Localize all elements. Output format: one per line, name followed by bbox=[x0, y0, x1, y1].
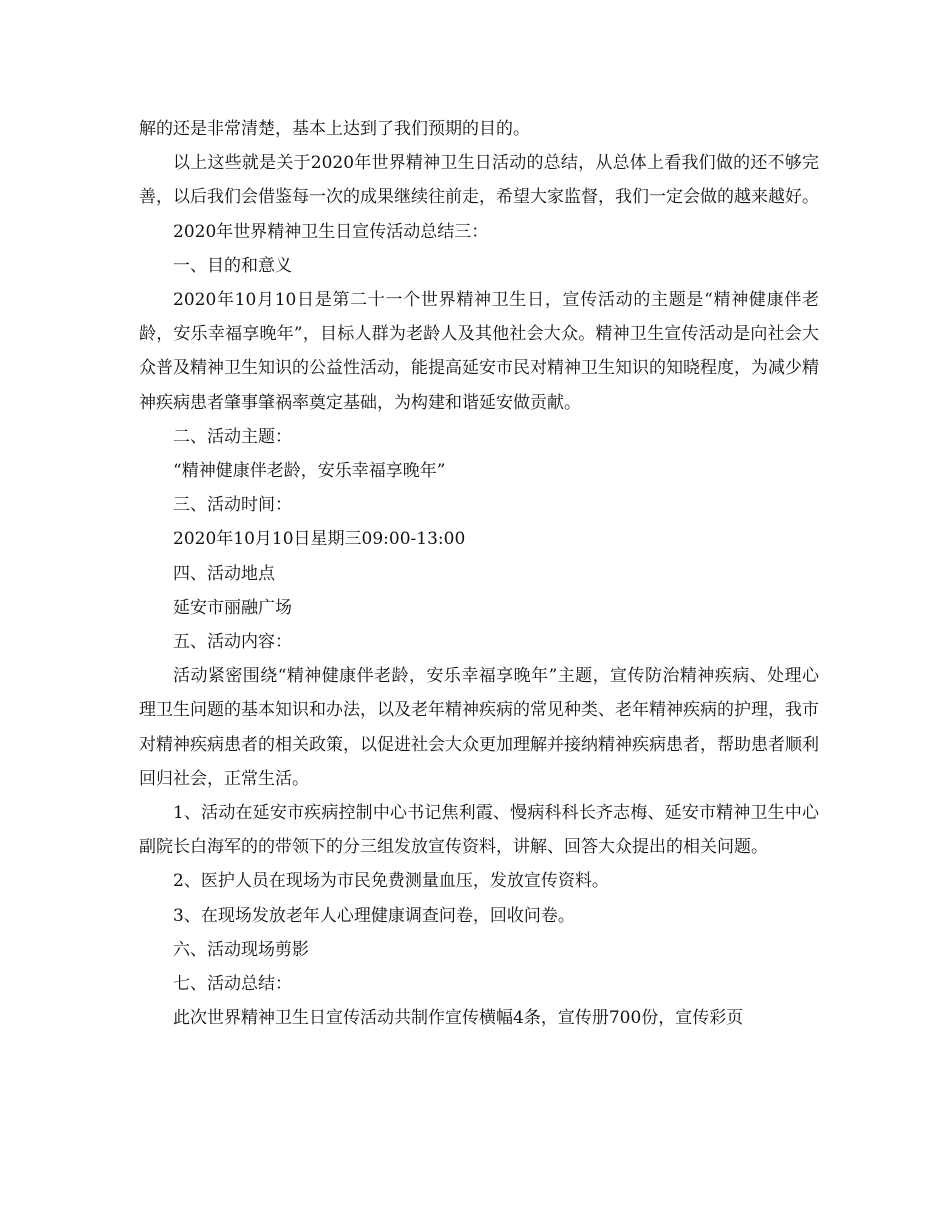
list-item-3: 3、在现场发放老年人心理健康调查问卷，回收问卷。 bbox=[173, 905, 575, 926]
paragraph-summary: 此次世界精神卫生日宣传活动共制作宣传横幅4条，宣传册700份，宣传彩页 bbox=[173, 1008, 744, 1029]
paragraph-content: 活动紧密围绕“精神健康伴老龄，安乐幸福享晚年”主题，宣传防治精神疾病、处理心理卫生问题的基本知识和办法，以及老年精神疾病的常见种类、老年精神疾病的护理，我市对精神疾病患者的相关政策，以促进社会大众更加理解并接纳精神疾病患者，帮助患者顺利回归社会，正常生活。 bbox=[139, 666, 819, 789]
heading-theme: 二、活动主题： bbox=[173, 426, 292, 447]
section-title: 2020年世界精神卫生日宣传活动总结三： bbox=[173, 221, 489, 242]
document-body bbox=[139, 112, 819, 1035]
paragraph-purpose: 2020年10月10日是第二十一个世界精神卫生日，宣传活动的主题是“精神健康伴老龄，安乐幸福享晚年”，目标人群为老龄人及其他社会大众。精神卫生宣传活动是向社会大众普及精神卫生知识的公益性活动，能提高延安市民对精神卫生知识的知晓程度，为减少精神疾病患者肇事肇祸率奠定基础，为构建和谐延安做贡献。 bbox=[139, 290, 819, 413]
heading-photos: 六、活动现场剪影 bbox=[173, 939, 309, 960]
paragraph-continuation: 解的还是非常清楚，基本上达到了我们预期的目的。 bbox=[139, 119, 530, 139]
heading-location: 四、活动地点 bbox=[173, 563, 275, 584]
list-item-1: 1、活动在延安市疾病控制中心书记焦利霞、慢病科科长齐志梅、延安市精神卫生中心副院长白海军的的带领下的分三组发放宣传资料，讲解、回答大众提出的相关问题。 bbox=[139, 803, 819, 858]
paragraph-location: 延安市丽融广场 bbox=[173, 597, 292, 618]
heading-purpose: 一、目的和意义 bbox=[173, 255, 292, 276]
heading-content: 五、活动内容： bbox=[173, 632, 292, 653]
paragraph-summary-conclusion: 以上这些就是关于2020年世界精神卫生日活动的总结，从总体上看我们做的还不够完善，以后我们会借鉴每一次的成果继续往前走，希望大家监督，我们一定会做的越来越好。 bbox=[139, 153, 819, 208]
heading-summary: 七、活动总结： bbox=[173, 974, 292, 995]
list-item-2: 2、医护人员在现场为市民免费测量血压，发放宣传资料。 bbox=[173, 871, 609, 892]
paragraph-time: 2020年10月10日星期三09:00-13:00 bbox=[173, 529, 466, 550]
heading-time: 三、活动时间： bbox=[173, 495, 292, 516]
paragraph-theme: “精神健康伴老龄，安乐幸福享晚年” bbox=[173, 461, 446, 482]
